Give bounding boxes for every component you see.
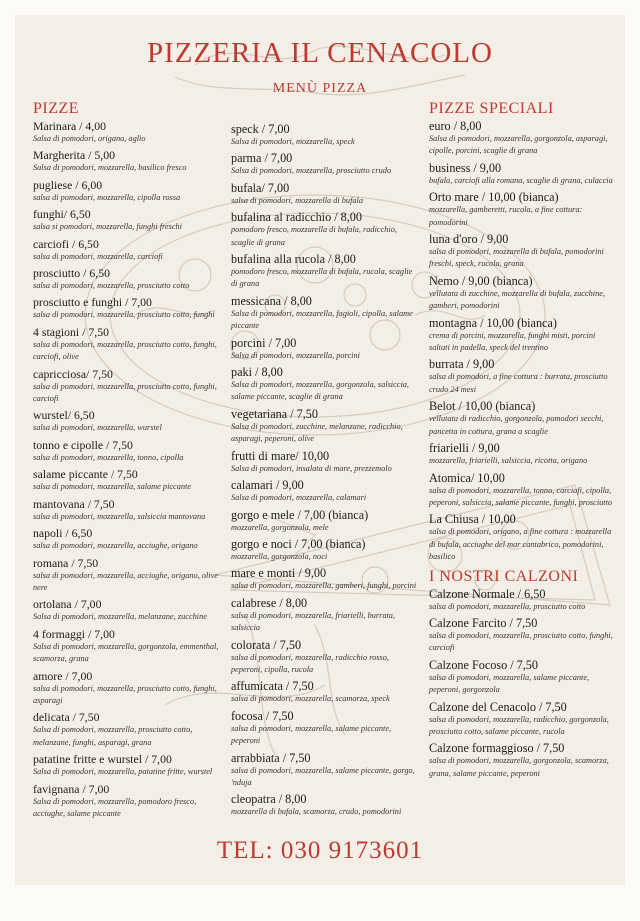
menu-item-description: salsa di pomodori, mozzarella, scamorza, speck [231,694,390,704]
pizze-list-continued [231,122,419,819]
menu-item [429,161,613,187]
menu-item-name: Marinara / 4,00 [33,119,107,133]
menu-item-name: capricciosa/ 7,50 [33,366,113,381]
menu-item [429,119,613,158]
menu-item-name: Atomica/ 10,00 [429,470,505,485]
menu-item-description: salsa di pomodori, mozzarella, radicchio rosso, peperoni, cipolla, rucola [231,652,389,674]
menu-item-name: ortolana / 7,00 [33,597,102,612]
menu-item [33,295,221,321]
menu-item [231,365,419,404]
menu-item-name: messicana / 8,00 [231,293,312,308]
menu-item-description: salsa di pomodori, mozzarella, salame piccante, peperoni [231,723,392,746]
menu-item [33,408,221,434]
menu-item-name: mare e monti / 9,00 [231,566,327,581]
menu-item [429,512,613,563]
menu-item [429,587,613,613]
menu-item-name: cleopatra / 8,00 [231,792,307,807]
menu-item [231,566,419,592]
menu-item-name: Margherita / 5,00 [33,148,116,163]
menu-item-description: crema di porcini, mozzarella, funghi misti, porcini saltati in padella, speck del trentino [429,330,596,353]
menu-item-description: salsa di pomodori, mozzarella, gamberi, funghi, porcini [231,581,417,591]
menu-item-description: vellutata di radicchio, gorgonzola, pomodori secchi, pancetta in cottura, grana a scaglie [429,414,604,436]
menu-item-description: Salsa di pomodori, mozzarella, prosciutto crudo [231,166,392,176]
menu-item-name: favignana / 7,00 [33,781,110,796]
menu-item [33,438,221,464]
menu-item-name: romana / 7,50 [33,555,99,570]
menu-item-name: Calzone Normale / 6,50 [429,586,546,601]
menu-item-description: salsa di pomodori, mozzarella di bufala, pomodorini freschi, speck, rucola, grana [429,247,604,269]
menu-item-description: salsa si pomodori, mozzarella, funghi freschi [33,222,182,232]
menu-item-description: salsa di pomodori, mozzarella, friarielli, burrata, salsiccia [231,610,396,633]
menu-item [33,526,221,552]
menu-item [231,181,419,207]
menu-item-description: salsa di pomodori, mozzarella, wurstel [33,423,162,433]
menu-item [33,556,221,595]
menu-item-description: Salsa di pomodori, mozzarella, melanzane, zucchine [33,612,207,622]
menu-item [33,669,221,708]
menu-item [33,325,221,364]
menu-item [231,122,419,148]
menu-item-name: tonno e cipolle / 7,50 [33,437,133,452]
column-pizze [33,99,221,823]
menu-item-name: calamari / 9,00 [231,478,304,493]
menu-item [231,537,419,563]
menu-item [231,596,419,635]
menu-item [33,710,221,749]
menu-item [33,597,221,623]
menu-item-name: affumicata / 7,50 [231,679,314,694]
menu-item [429,471,613,510]
menu-item-description: Salsa di pomodori, mozzarella, porcini [231,350,360,360]
menu-item [33,752,221,778]
menu-item-description: mozzarella, gorgonzola, mele [231,522,329,532]
menu-item-name: colorata / 7,50 [231,637,302,652]
menu-item [429,658,613,697]
menu-item [231,210,419,249]
menu-item-name: Calzone Focoso / 7,50 [429,657,538,672]
menu-item-description: salsa di pomodori, mozzarella, radicchio, gorgonzola, prosciutto cotto, salame piccante, rucola [429,714,609,736]
phone-number: TEL: 030 9173601 [216,837,424,864]
calzoni-list [429,587,613,781]
menu-item-description: salsa di pomodori, mozzarella, gorgonzola, scamorza, grana, salame piccante, peperoni [429,756,609,778]
menu-item-name: wurstel/ 6,50 [33,408,95,423]
speciali-list [429,119,613,564]
menu-item-description: mozzarella, gorgonzola, noci [231,551,328,561]
menu-item [231,508,419,534]
menu-item-name: prosciutto / 6,50 [33,266,111,281]
menu-item-description: Salsa di pomodori, mozzarella, pomodoro fresco, acciughe, salame piccante [33,796,197,818]
menu-item [429,441,613,467]
menu-item-name: Calzone del Cenacolo / 7,50 [429,699,567,714]
menu-item-name: porcini / 7,00 [231,335,297,350]
menu-item-name: montagna / 10,00 (bianca) [429,315,557,330]
menu-item-name: mantovana / 7,50 [33,496,115,511]
menu-item-description: salsa di pomodori, mozzarella, salsiccia mantovana [33,511,206,521]
menu-item [231,709,419,748]
menu-item [231,751,419,790]
section-title-calzoni: I NOSTRI CALZONI [429,567,579,585]
menu-item [33,237,221,263]
menu-item-name: Orto mare / 10,00 (bianca) [429,190,559,205]
menu-item-name: vegetariana / 7,50 [231,406,318,421]
menu-item-description: salsa di pomodori, origano, a fine cottura : mozzarella di bufala, acciughe del mar cantabrico, pomodorini, basilico [429,527,612,562]
menu-item-description: mozzarella, gamberetti, rucola, a fine cottura: pomodorini [429,205,583,227]
menu-item [33,266,221,292]
menu-subtitle: MENÙ PIZZA [272,81,368,96]
menu-item-name: La Chiusa / 10,00 [429,512,516,527]
menu-item [33,367,221,406]
menu-item-name: speck / 7,00 [231,122,290,136]
menu-item-description: salsa di pomodori, mozzarella, acciughe, origano, olive nere [33,570,218,592]
menu-item-name: patatine fritte e wurstel / 7,00 [33,752,172,767]
menu-item [231,407,419,446]
menu-item [33,497,221,523]
menu-item-name: gorgo e mele / 7,00 (bianca) [231,507,369,522]
menu-item [429,274,613,313]
menu-item-description: salsa di pomodori, mozzarella, cipolla rossa [33,192,181,202]
menu-item-description: salsa di pomodori, mozzarella, salame piccante, peperoni, gorgonzola [429,672,590,695]
menu-item [231,336,419,362]
menu-item-description: salsa di pomodori, mozzarella, acciughe, origano [33,541,198,551]
menu-item-description: Salsa di pomodori, mozzarella, fagioli, cipolla, salame piccante [231,308,413,331]
menu-item-name: business / 9,00 [429,160,502,175]
menu-item-description: Salsa di pomodori, insalata di mare, prezzemolo [231,463,392,473]
menu-item-name: napoli / 6,50 [33,526,93,541]
menu-item-description: salsa di pomodori, mozzarella, salame piccante, gorgo, 'nduja [231,765,415,787]
menu-item-description: salsa di pomodori, mozzarella, prosciutto cotto, funghi, carciofi [33,381,217,404]
menu-item-description: salsa di pomodori, mozzarella, prosciutto cotto, funghi, carciofi [429,630,613,653]
menu-item-description: Salsa di pomodori, mozzarella, gorgonzola, salsiccia, salame piccante, scaglie di grana [231,380,410,402]
menu-item [231,478,419,504]
menu-item-name: focosa / 7,50 [231,708,294,723]
menu-item-description: Salsa di pomodori, mozzarella, speck [231,137,355,146]
menu-item [231,449,419,475]
section-title-speciali: PIZZE SPECIALI [429,100,554,117]
menu-item-description: Salsa di pomodori, mozzarella, gorgonzola, emmenthal, scamorza, grana [33,641,219,664]
menu-item [33,207,221,233]
menu-item [33,148,221,174]
menu-item-description: Salsa di pomodori, mozzarella, calamari [231,493,367,503]
menu-item-description: salsa di pomodori, mozzarella, salame piccante [33,482,192,492]
menu-item-description: Salsa di pomodori, mozzarella, patatine fritte, wurstel [33,767,213,777]
menu-item-name: 4 formaggi / 7,00 [33,626,115,641]
menu-item-name: salame piccante / 7,50 [33,467,138,482]
menu-item-name: pugliese / 6,00 [33,177,103,192]
menu-item-name: luna d'oro / 9,00 [429,232,509,247]
menu-item [429,700,613,739]
menu-item-name: 4 stagioni / 7,50 [33,324,110,339]
menu-item-description: mozzarella, friarielli, salsiccia, ricotta, origano [429,456,588,466]
menu-item [33,178,221,204]
pizze-list [33,119,221,820]
menu-item-name: arrabbiata / 7,50 [231,750,311,765]
menu-item-description: salsa di pomodori, mozzarella, prosciutto cotto, funghi, asparagi [33,683,217,705]
menu-item-description: salsa di pomodori, mozzarella, prosciutto cotto [429,601,586,611]
menu-item-description: salsa di pomodori, a fine cottura : burrata, prosciutto crudo 24 mesi [429,372,608,394]
menu-item-description: salsa di pomodori, mozzarella, prosciutto cotto, funghi, carciofi, olive [33,339,217,362]
menu-item [231,294,419,333]
menu-item-description: salsa di pomodori, mozzarella di bufala [231,195,363,205]
menu-item-name: parma / 7,00 [231,151,293,166]
menu-item [33,119,221,145]
menu-item-name: bufala/ 7,00 [231,180,290,195]
menu-item-name: prosciutto e funghi / 7,00 [33,295,152,310]
menu-item-name: euro / 8,00 [429,119,482,133]
menu-item-description: salsa di pomodori, mozzarella, tonno, carciofi, cipolla, peperoni, salsiccia, salame piccante, funghi, prosciutto [429,485,613,507]
menu-item-name: funghi/ 6,50 [33,207,91,222]
column-pizze-continued [231,122,419,822]
menu-item-name: Calzone Farcito / 7,50 [429,615,538,630]
menu-item-name: Belot / 10,00 (bianca) [429,399,536,414]
menu-item [231,151,419,177]
menu-item-name: friarielli / 9,00 [429,441,500,456]
menu-item-description: salsa di pomodori, mozzarella, prosciutto cotto [33,281,190,291]
menu-item-name: delicata / 7,50 [33,710,100,725]
menu-item-description: salsa di pomodori, mozzarella, carciofi [33,251,163,261]
menu-item-name: burrata / 9,00 [429,357,495,372]
menu-item [231,638,419,677]
menu-item [429,190,613,229]
menu-item-name: gorgo e noci / 7,00 (bianca) [231,536,366,551]
menu-item [231,679,419,705]
column-speciali-calzoni [429,99,613,783]
menu-item-description: vellutata di zucchine, mozzarella di bufala, zucchine, gamberi, pomodorini [429,288,605,311]
menu-item-description: pomodoro fresco, mozzarella di bufala, rucola, scaglie di grana [231,267,413,289]
menu-page [15,15,625,885]
menu-item [429,616,613,655]
menu-item-name: Nemo / 9,00 (bianca) [429,273,533,288]
menu-item-description: Salsa di pomodori, mozzarella, basilico fresco [33,163,187,173]
menu-item-description: salsa di pomodori, mozzarella, prosciutto cotto, funghi [33,310,215,320]
menu-item-description: Salsa di pomodori, zucchine, melanzane, radicchio, asparagi, peperoni, olive [231,421,403,444]
menu-item [231,252,419,291]
menu-item-name: bufalina alla rucola / 8,00 [231,252,356,267]
menu-item-description: Salsa di pomodori, origano, aglio [33,134,146,143]
menu-item-description: mozzarella di bufala, scamorza, crudo, pomodorini [231,807,402,817]
section-title-pizze: PIZZE [33,100,80,117]
menu-item-name: carciofi / 6,50 [33,236,99,251]
menu-item [429,741,613,780]
menu-item-name: calabrese / 8,00 [231,595,308,610]
menu-item-description: Salsa di pomodori, mozzarella, prosciutto cotto, melanzane, funghi, asparagi, grana [33,725,193,747]
menu-item [429,399,613,438]
menu-item-description: pomodoro fresco, mozzarella di bufala, radicchio, scaglie di grana [231,225,397,247]
menu-item [33,627,221,666]
menu-item [429,232,613,271]
menu-item-name: paki / 8,00 [231,365,283,380]
menu-item [429,316,613,355]
menu-item-description: Salsa di pomodori, mozzarella, gorgonzola, asparagi, cipolle, porcini, scaglie di grana [429,134,608,156]
menu-item-name: amore / 7,00 [33,668,93,683]
menu-item [429,357,613,396]
menu-item-name: Calzone formaggioso / 7,50 [429,741,565,756]
menu-item [33,782,221,821]
menu-item-description: salsa di pomodori, mozzarella, tonno, cipolla [33,452,184,462]
menu-item-description: bufala, carciofi alla romana, scaglie di grana, culaccia [429,175,613,185]
page-title: PIZZERIA IL CENACOLO [147,37,493,69]
menu-item-name: bufalina al radicchio / 8,00 [231,210,362,225]
menu-item [231,792,419,818]
menu-item-name: frutti di mare/ 10,00 [231,448,330,463]
menu-item [33,467,221,493]
